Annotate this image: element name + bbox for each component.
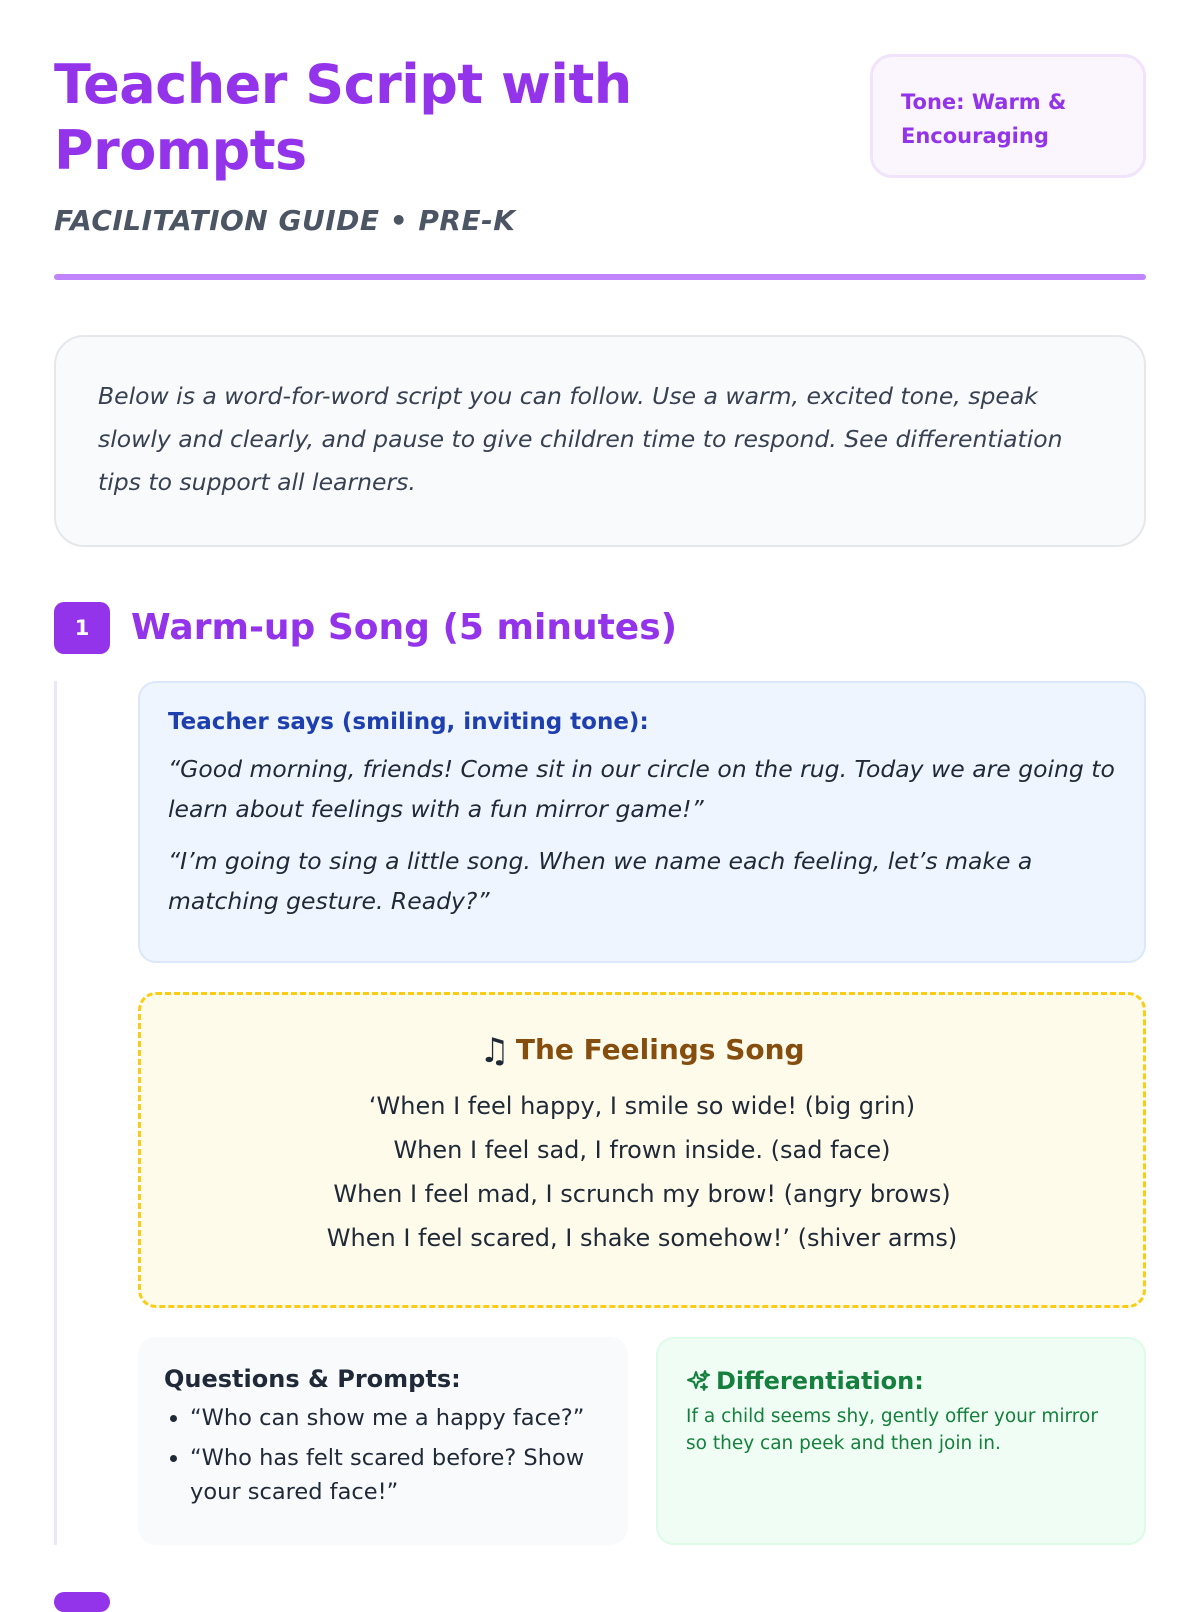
header-divider (54, 274, 1146, 280)
section-timeline-line (54, 681, 57, 1545)
teacher-says-box (138, 681, 1146, 963)
questions-heading: Questions & Prompts: (164, 1365, 461, 1393)
differentiation-box (656, 1337, 1146, 1545)
song-heading (165, 1029, 1119, 1072)
song-box (138, 992, 1146, 1308)
teacher-says-label: Teacher says (smiling, inviting tone): (168, 709, 649, 735)
page-header (54, 0, 1146, 286)
song-line: When I feel sad, I frown inside. (sad face) (393, 1136, 891, 1164)
intro-box: Below is a word-for-word script you can follow. Use a warm, excited tone, speak slowly and clearly, and pause to give children time to respond. See differentiation tips to support all learners. (54, 335, 1146, 547)
section-number-badge: 1 (54, 602, 110, 654)
music-note-icon: ♫ (479, 1031, 510, 1071)
sparkles-icon (686, 1369, 710, 1393)
next-section-badge (54, 1592, 110, 1612)
differentiation-text: If a child seems shy, gently offer your mirror so they can peek and then join in. (686, 1406, 1098, 1454)
section-title: Warm-up Song (5 minutes) (131, 607, 678, 648)
page-subtitle: FACILITATION GUIDE • PRE-K (54, 204, 516, 237)
song-line: When I feel mad, I scrunch my brow! (angry brows) (333, 1180, 951, 1208)
list-item: • “Who can show me a happy face?” (190, 1401, 602, 1435)
song-title: The Feelings Song (515, 1033, 805, 1066)
teacher-script-page (54, 0, 1146, 1505)
song-line: ‘When I feel happy, I smile so wide! (big grin) (368, 1092, 916, 1120)
questions-prompts-box (138, 1337, 628, 1545)
differentiation-heading-row (686, 1367, 1116, 1395)
tone-badge: Tone: Warm & Encouraging (870, 54, 1146, 178)
list-item: • “Who has felt scared before? Show your scared face!” (190, 1441, 602, 1509)
questions-list (164, 1401, 602, 1509)
section-header (54, 602, 1146, 654)
page-title: Teacher Script with Prompts (54, 53, 632, 182)
differentiation-heading: Differentiation: (716, 1367, 924, 1395)
teacher-quote: “I’m going to sing a little song. When we name each feeling, let’s make a matching gesture. Ready?” (168, 847, 1033, 915)
teacher-quote: “Good morning, friends! Come sit in our circle on the rug. Today we are going to learn about feelings with a fun mirror game!” (168, 755, 1115, 823)
song-line: When I feel scared, I shake somehow!’ (shiver arms) (326, 1224, 958, 1252)
